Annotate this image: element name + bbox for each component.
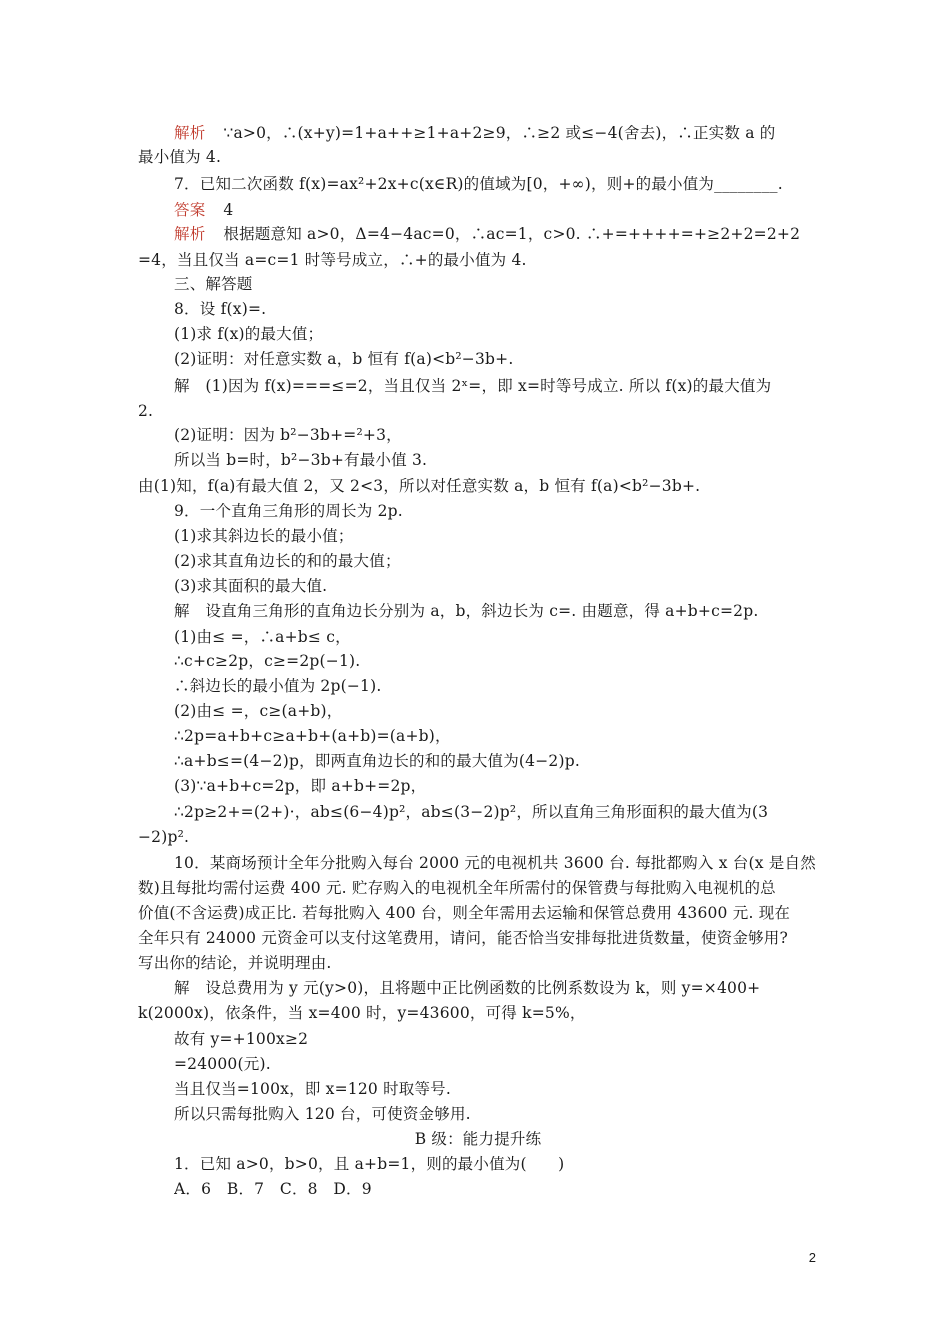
text-line: 解 (1)因为 f(x)===≤=2，当且仅当 2ˣ=，即 x=时等号成立. 所以 f(x)的最大值为 bbox=[174, 377, 772, 395]
text-line: ∴c+c≥2p，c≥=2p(−1). bbox=[174, 652, 361, 670]
text-line: 所以当 b=时，b²−3b+有最小值 3. bbox=[174, 451, 428, 469]
text-line: ∴2p=a+b+c≥a+b+(a+b)=(a+b)， bbox=[174, 727, 451, 745]
text-line: ∴2p≥2+=(2+)·，ab≤(6−4)p²，ab≤(3−2)p²，所以直角三角形面积的最大值为(3 bbox=[174, 803, 769, 821]
text-line: 解析 根据题意知 a>0，Δ=4−4ac=0，∴ac=1，c>0. ∴+=++++=+≥2+2=2+2 bbox=[174, 225, 801, 243]
label-tag: 答案 bbox=[174, 201, 206, 219]
text-line: 最小值为 4. bbox=[138, 148, 222, 166]
text-line: =24000(元). bbox=[174, 1055, 271, 1073]
text-line: =4，当且仅当 a=c=1 时等号成立，∴+的最小值为 4. bbox=[138, 251, 527, 269]
text-line: 答案 4 bbox=[174, 201, 234, 219]
text-line: k(2000x)，依条件，当 x=400 时，y=43600，可得 k=5%， bbox=[138, 1004, 586, 1022]
section-heading: B 级：能力提升练 bbox=[414, 1130, 542, 1148]
text-line: 故有 y=+100x≥2 bbox=[174, 1030, 309, 1048]
text-line: A．6 B．7 C．8 D．9 bbox=[174, 1180, 372, 1198]
text-line: 1．已知 a>0，b>0，且 a+b=1，则的最小值为( ) bbox=[174, 1155, 565, 1173]
text-line: 8．设 f(x)=. bbox=[174, 300, 267, 318]
text-line: (1)由≤ =，∴a+b≤ c， bbox=[174, 628, 351, 646]
text-line: 解 设直角三角形的直角边长分别为 a，b，斜边长为 c=. 由题意，得 a+b+c=2p. bbox=[174, 602, 759, 620]
label-tag: 解析 bbox=[174, 225, 206, 243]
text-line: −2)p². bbox=[138, 828, 190, 846]
text-line: 9．一个直角三角形的周长为 2p. bbox=[174, 502, 403, 520]
text-line: ∴斜边长的最小值为 2p(−1). bbox=[174, 677, 382, 695]
text-line: (2)证明：因为 b²−3b+=²+3， bbox=[174, 426, 402, 444]
text-line: 价值(不含运费)成正比. 若每批购入 400 台，则全年需用去运输和保管总费用 43600 元. 现在 bbox=[138, 904, 791, 922]
text-line: 解析 ∵a>0，∴(x+y)=1+a++≥1+a+2≥9，∴≥2 或≤−4(舍去)，∴正实数 a 的 bbox=[174, 124, 776, 142]
text-line: 全年只有 24000 元资金可以支付这笔费用，请问，能否恰当安排每批进货数量，使资金够用? bbox=[138, 929, 788, 947]
label-tag: 解析 bbox=[174, 124, 206, 142]
text-line: (2)由≤ =，c≥(a+b)， bbox=[174, 702, 343, 720]
text-line: 7．已知二次函数 f(x)=ax²+2x+c(x∈R)的值域为[0，+∞)，则+的最小值为________. bbox=[174, 175, 783, 193]
text-line: 2. bbox=[138, 402, 154, 420]
text-line: (3)求其面积的最大值. bbox=[174, 577, 328, 595]
page-number: 2 bbox=[808, 1250, 816, 1265]
text-line: (2)求其直角边长的和的最大值； bbox=[174, 552, 401, 570]
text-line: 所以只需每批购入 120 台，可使资金够用. bbox=[174, 1105, 471, 1123]
text-line: (1)求 f(x)的最大值； bbox=[174, 325, 324, 343]
text-line: 数)且每批均需付运费 400 元. 贮存购入的电视机全年所需付的保管费与每批购入电视机的总 bbox=[138, 879, 776, 897]
text-line: 解 设总费用为 y 元(y>0)，且将题中正比例函数的比例系数设为 k，则 y=×400+ bbox=[174, 979, 761, 997]
text-line: 写出你的结论，并说明理由. bbox=[138, 954, 332, 972]
text-line: (3)∵a+b+c=2p，即 a+b+=2p， bbox=[174, 777, 427, 795]
text-line: (1)求其斜边长的最小值； bbox=[174, 527, 354, 545]
text-line: 10．某商场预计全年分批购入每台 2000 元的电视机共 3600 台. 每批都购入 x 台(x 是自然 bbox=[174, 854, 816, 872]
section-heading: 三、解答题 bbox=[174, 275, 253, 293]
text-line: 由(1)知，f(a)有最大值 2，又 2<3，所以对任意实数 a，b 恒有 f(a)<b²−3b+. bbox=[138, 477, 701, 495]
text-line: ∴a+b≤=(4−2)p，即两直角边长的和的最大值为(4−2)p. bbox=[174, 752, 580, 770]
text-line: (2)证明：对任意实数 a，b 恒有 f(a)<b²−3b+. bbox=[174, 350, 514, 368]
text-line: 当且仅当=100x，即 x=120 时取等号. bbox=[174, 1080, 452, 1098]
